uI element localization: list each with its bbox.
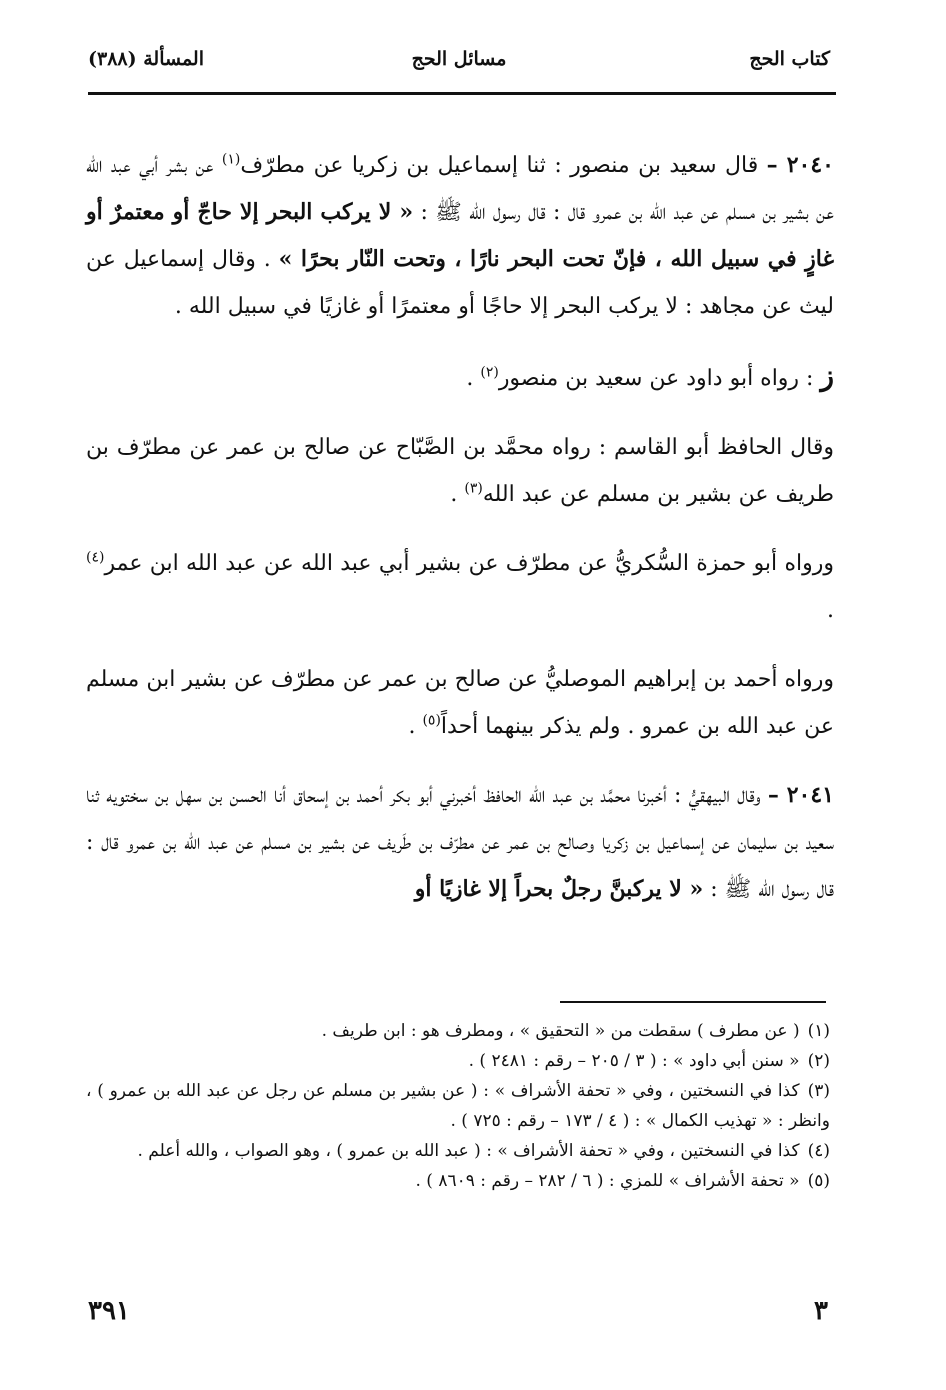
footnote-text: كذا في النسختين ، وفي « تحفة الأشراف » : ( عبد الله بن عمرو ) ، وهو الصواب ، والله أعلم . xyxy=(137,1141,800,1161)
footnote-ref[interactable]: (٣) xyxy=(464,480,483,497)
paragraph-text: . وقال إسماعيل عن ليث عن مجاهد : لا يركب البحر إلا حاجًا أو معتمرًا أو غازيًا في سبيل الله . xyxy=(86,247,834,319)
paragraph-text: وقال البيهقيُّ : أخبرنا محمَّد بن عبد الله الحافظ أخبرني أبو بكر أحمد بن إسحاق أنا الحسن بن سهل بن سختويه ثنا سعيد بن سليمان عن إسماعيل بن زكريا وصالح بن عمر عن مطرّف بن طَريف عن بشير بن مسلم عن عبد الله بن عمرو قال : قال رسول الله ﷺ : xyxy=(86,783,834,902)
footnote-rule xyxy=(560,1001,826,1003)
running-header xyxy=(88,48,830,82)
footnote-number: (٤) xyxy=(807,1141,830,1161)
footnote-text: كذا في النسختين ، وفي « تحفة الأشراف » : ( عن بشير بن مسلم عن رجل عن عبد الله بن عمرو ) ، وانظر : « تهذيب الكمال » : ( ٤ / ١٧٣ – رقم : ٧٢٥ ) . xyxy=(86,1081,830,1131)
footnote xyxy=(86,1046,830,1076)
page-number: ٣٩١ xyxy=(88,1296,130,1326)
chapter-title: مسائل الحج xyxy=(411,48,507,70)
paragraph-2041 xyxy=(86,772,834,913)
paragraph-abu-hamza xyxy=(86,540,834,634)
footnote xyxy=(86,1076,830,1136)
paragraph-text: عن بشر أبي عبد الله عن بشير بن مسلم عن عبد الله بن عمرو قال : قال رسول الله ﷺ : xyxy=(86,153,834,225)
hadith-quote: « لا يركب البحر إلا حاجّ أو معتمرٌ أو غازٍ في سبيل الله ، فإنّ تحت البحر نارًا ، وتحت النّار بحرًا » xyxy=(86,199,835,272)
header-rule xyxy=(88,92,836,95)
footnotes xyxy=(86,1016,830,1196)
footnote-ref[interactable]: (٢) xyxy=(480,364,499,381)
book-title: كتاب الحج xyxy=(749,48,830,70)
paragraph-abu-alqasim xyxy=(86,424,834,518)
footnote xyxy=(86,1136,830,1166)
footnote-text: ( عن مطرف ) سقطت من « التحقيق » ، ومطرف هو : ابن طريف . xyxy=(321,1021,800,1041)
footnote-ref[interactable]: (٥) xyxy=(422,712,441,729)
paragraph-zain xyxy=(86,352,834,402)
zain-symbol: ز xyxy=(820,359,834,392)
paragraph-text: قال سعيد بن منصور : ثنا إسماعيل بن زكريا عن مطرّف xyxy=(240,153,767,178)
footnote-number: (٣) xyxy=(807,1081,830,1101)
volume-number: ٣ xyxy=(814,1296,828,1326)
footnote xyxy=(86,1166,830,1196)
paragraph-ahmad xyxy=(86,656,834,750)
paragraph-text: . xyxy=(466,366,481,391)
hadith-quote: « لا يركبنَّ رجلٌ بحراً إلا غازيًا أو xyxy=(414,876,704,902)
footnote xyxy=(86,1016,830,1046)
paragraph-text: ورواه أبو حمزة السُّكريُّ عن مطرّف عن بشير أبي عبد الله عن عبد الله ابن عمر xyxy=(104,551,834,576)
paragraph-text: . xyxy=(450,482,465,507)
footnote-text: « سنن أبي داود » : ( ٣ / ٢٠٥ – رقم : ٢٤٨١ ) . xyxy=(468,1051,800,1071)
main-text xyxy=(86,142,834,935)
hadith-number: ٢٠٤٠ – xyxy=(766,152,834,178)
footnote-ref[interactable]: (١) xyxy=(221,151,241,168)
footnote-number: (٢) xyxy=(807,1051,830,1071)
paragraph-text: ورواه أحمد بن إبراهيم الموصليُّ عن صالح بن عمر عن مطرّف عن بشير ابن مسلم عن عبد الله بن عمرو . ولم يذكر بينهما أحداً xyxy=(86,667,834,739)
issue-label: المسألة (٣٨٨) xyxy=(88,48,204,70)
paragraph-text: . xyxy=(408,714,423,739)
paragraph-text: وقال الحافظ أبو القاسم : رواه محمَّد بن الصَّبّاح عن صالح بن عمر عن مطرّف بن طريف عن بشير بن مسلم عن عبد الله xyxy=(86,435,834,507)
paragraph-text: : رواه أبو داود عن سعيد بن منصور xyxy=(498,366,821,391)
paragraph-2040 xyxy=(86,142,834,330)
footnote-number: (١) xyxy=(807,1021,830,1041)
footnote-text: « تحفة الأشراف » للمزي : ( ٦ / ٢٨٢ – رقم : ٨٦٠٩ ) . xyxy=(415,1171,800,1191)
paragraph-text: . xyxy=(827,598,834,623)
footnote-number: (٥) xyxy=(807,1171,830,1191)
footnote-ref[interactable]: (٤) xyxy=(86,549,105,566)
hadith-number: ٢٠٤١ – xyxy=(767,782,834,808)
